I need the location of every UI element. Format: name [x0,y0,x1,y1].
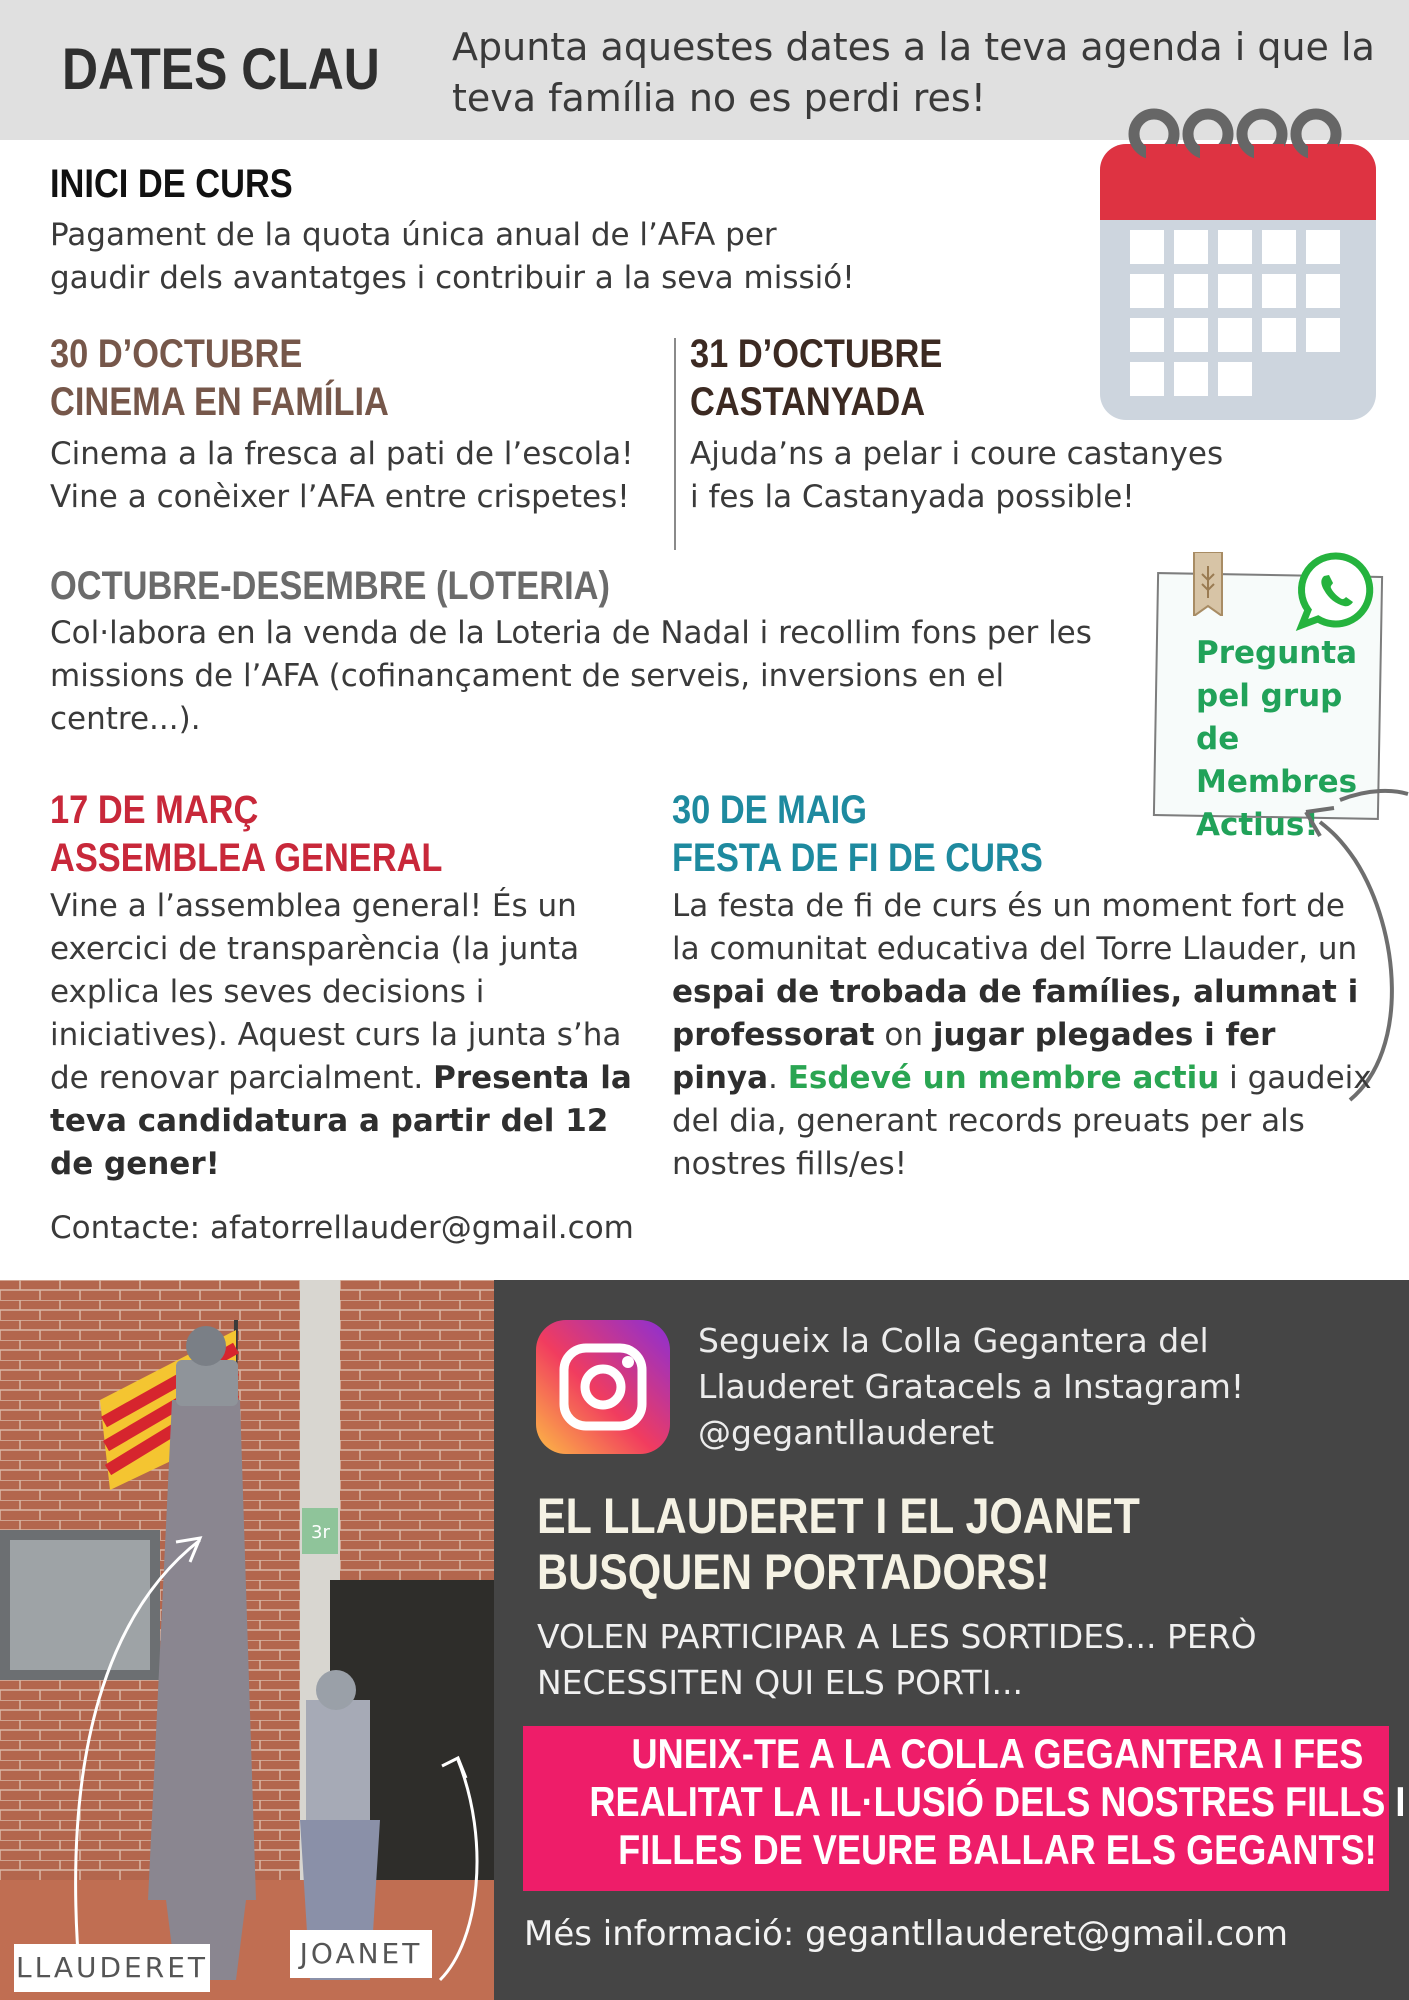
festa-t1: La festa de fi de curs és un moment fort de la comunitat educativa del Torre Llauder, un [672,888,1358,967]
festa-membre-actiu: Esdevé un membre actiu [787,1060,1220,1096]
calendar-icon [1096,104,1378,424]
festa-text [672,885,1382,1186]
castanyada-line-1: Ajuda’ns a pelar i coure castanyes [690,436,1224,472]
tape-icon [1190,552,1226,616]
label-llauderet: LLAUDERET [14,1944,210,1992]
gegants-photo [0,1280,494,2000]
cinema-title: CINEMA EN FAMÍLIA [50,380,389,424]
assemblea-candidatura: Presenta la teva candidatura a partir del 12 de gener! [50,1060,632,1182]
castanyada-heading [690,330,942,426]
label-joanet: JOANET [290,1930,432,1978]
mes-informacio-email[interactable]: Més informació: gegantllauderet@gmail.com [524,1914,1288,1954]
instagram-text: Segueix la Colla Gegantera del Llauderet Gratacels a Instagram! @gegantllauderet [698,1321,1245,1452]
castanyada-title: CASTANYADA [690,380,926,424]
festa-date: 30 DE MAIG [672,788,867,832]
inici-curs-heading: INICI DE CURS [50,162,293,206]
loteria-heading: OCTUBRE-DESEMBRE (LOTERIA) [50,564,610,608]
festa-heading [672,786,1043,882]
cinema-line-2: Vine a conèixer l’AFA entre crispetes! [50,479,630,515]
sign-3r: 3r [311,1522,330,1543]
cinema-date: 30 D’OCTUBRE [50,332,303,376]
gegants-heading [537,1488,1140,1600]
header-subtitle: Apunta aquestes dates a la teva agenda i que la teva família no es perdi res! [452,25,1375,120]
contact-email[interactable]: Contacte: afatorrellauder@gmail.com [50,1210,634,1246]
festa-t3: . [768,1060,788,1096]
instagram-icon[interactable] [536,1320,670,1454]
castanyada-line-2: i fes la Castanyada possible! [690,479,1135,515]
assemblea-date: 17 DE MARÇ [50,788,259,832]
assemblea-heading [50,786,442,882]
festa-title: FESTA DE FI DE CURS [672,836,1043,880]
gegants-heading-line-2: BUSQUEN PORTADORS! [537,1544,1050,1600]
inici-curs-text: Pagament de la quota única anual de l’AFA per gaudir dels avantatges i contribuir a la seva missió! [50,217,855,296]
assemblea-text [50,885,650,1186]
festa-t4: i gaudeix del dia, generant records preuats per als nostres fills/es! [672,1060,1372,1182]
cta-line-2: REALITAT LA IL·LUSIÓ DELS NOSTRES FILLS I [589,1778,1406,1825]
festa-t2: on [874,1017,933,1053]
column-divider [674,338,676,550]
cinema-line-1: Cinema a la fresca al pati de l’escola! [50,436,634,472]
gegants-heading-line-1: EL LLAUDERET I EL JOANET [537,1488,1140,1544]
festa-b1: espai de trobada de famílies, alumnat i professorat [672,974,1359,1053]
note-text: Pregunta pel grup de Membres Actius! [1196,635,1358,843]
loteria-text: Col·labora en la venda de la Loteria de Nadal i recollim fons per les missions de l’AFA (cofinançament de serveis, inversions en el centre...). [50,615,1092,737]
whatsapp-icon [1294,550,1378,634]
cinema-heading [50,330,389,426]
cinema-text [50,433,690,519]
gegants-volen-text: VOLEN PARTICIPAR A LES SORTIDES... PERÒ NECESSITEN QUI ELS PORTI... [537,1617,1257,1702]
assemblea-title: ASSEMBLEA GENERAL [50,836,443,880]
header-title: DATES CLAU [62,37,380,102]
castanyada-date: 31 D’OCTUBRE [690,332,943,376]
assemblea-body: Vine a l’assemblea general! És un exercici de transparència (la junta explica les seves decisions i iniciatives). Aquest curs la junta s’ha de renovar parcialment. [50,888,622,1096]
castanyada-text [690,433,1310,519]
cta-text [523,1730,1406,1874]
festa-b2: jugar plegades i fer pinya [672,1017,1276,1096]
cta-line-1: UNEIX-TE A LA COLLA GEGANTERA I FES [631,1730,1364,1777]
cta-line-3: FILLES DE VEURE BALLAR ELS GEGANTS! [618,1826,1377,1873]
